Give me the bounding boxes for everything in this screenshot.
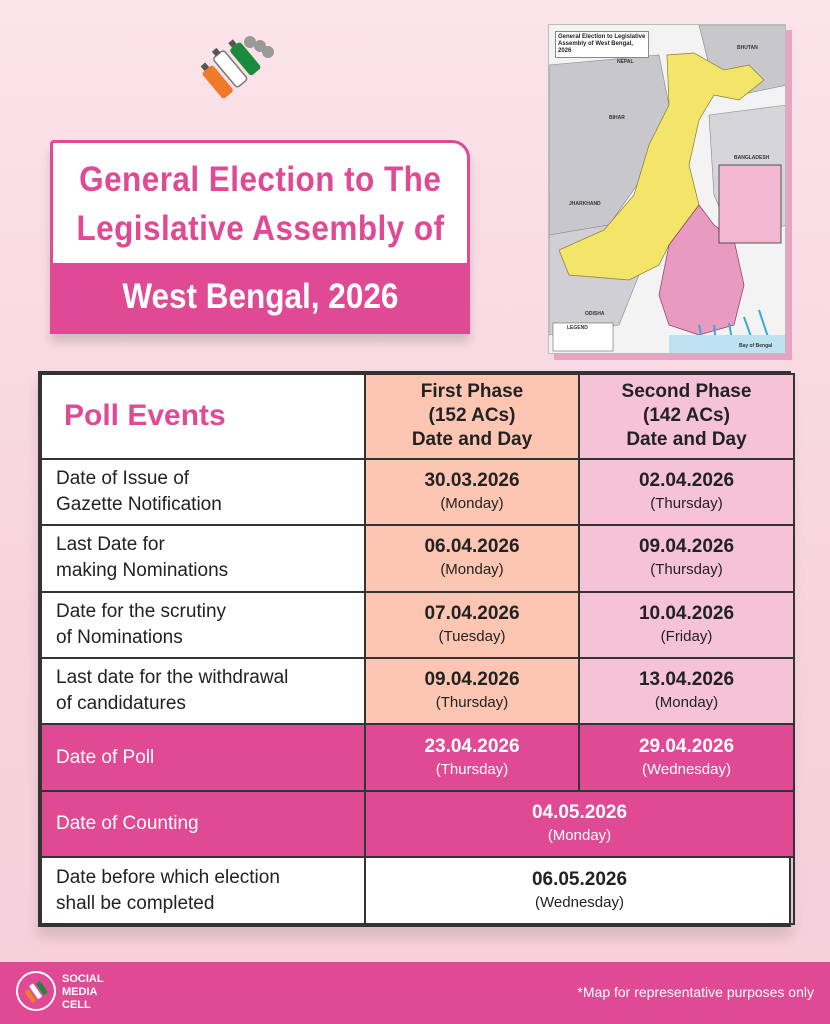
social-media-cell-label <box>62 973 104 1012</box>
event-label <box>41 525 365 591</box>
brand-line: CELL <box>62 999 91 1011</box>
map-label-bihar: BIHAR <box>609 115 625 121</box>
event-line: Last date for the withdrawal <box>56 667 289 689</box>
title-line-1: General Election to The <box>78 160 442 199</box>
event-label <box>41 791 365 857</box>
day-value: (Monday) <box>547 827 612 845</box>
table-row <box>41 525 794 591</box>
election-schedule-table <box>38 371 791 927</box>
map-label-legend: LEGEND <box>567 325 588 331</box>
phase1-acs: (152 ACs) <box>428 405 516 427</box>
poll-events-header: Poll Events <box>41 374 365 459</box>
day-value: (Wednesday) <box>642 760 731 778</box>
map-title: General Election to Legislative Assembly of West Bengal, 2026 <box>555 31 649 58</box>
date-value: 30.03.2026 <box>424 469 520 491</box>
event-line: Date of Poll <box>56 746 155 768</box>
west-bengal-map <box>548 24 786 354</box>
date-value: 07.04.2026 <box>424 602 520 624</box>
date-value: 02.04.2026 <box>638 469 735 491</box>
phase1-header <box>365 374 579 459</box>
completion-cell <box>365 857 794 924</box>
table-row-completion <box>41 857 794 924</box>
phase2-title: Second Phase <box>621 381 752 403</box>
date-value: 09.04.2026 <box>638 536 735 558</box>
day-value: (Wednesday) <box>535 893 624 911</box>
title-card <box>50 140 470 334</box>
date-value: 06.04.2026 <box>424 536 520 558</box>
footer-bar <box>0 962 830 1024</box>
table-row-poll <box>41 724 794 790</box>
phase1-cell <box>365 724 579 790</box>
social-media-cell-icon <box>16 971 56 1011</box>
phase2-cell <box>579 459 794 525</box>
date-value: 13.04.2026 <box>638 669 735 691</box>
event-line: Gazette Notification <box>56 493 222 515</box>
brand-line: MEDIA <box>62 986 98 998</box>
event-label <box>41 658 365 724</box>
table-row-counting <box>41 791 794 857</box>
phase2-cell <box>579 525 794 591</box>
event-line: of Nominations <box>56 626 183 648</box>
phase2-cell <box>579 724 794 790</box>
event-label <box>41 459 365 525</box>
day-value: (Tuesday) <box>438 627 506 645</box>
day-value: (Monday) <box>654 694 719 712</box>
day-value: (Monday) <box>440 494 504 512</box>
event-label <box>41 592 365 658</box>
map-label-jharkhand: JHARKHAND <box>569 201 601 207</box>
table-row <box>41 658 794 724</box>
map-label-bay: Bay of Bengal <box>739 343 773 349</box>
table-row <box>41 592 794 658</box>
table-header-row <box>41 374 794 459</box>
map-label-nepal: NEPAL <box>617 59 634 65</box>
map-graphic <box>549 25 786 354</box>
day-value: (Thursday) <box>435 694 509 712</box>
title-line-2: Legislative Assembly of <box>75 209 445 248</box>
phase1-cell <box>365 658 579 724</box>
phase1-subtitle: Date and Day <box>411 429 533 451</box>
event-line: of candidatures <box>56 693 186 715</box>
election-commission-logo-icon <box>188 22 284 114</box>
event-line: Date of Counting <box>56 813 199 835</box>
date-value: 23.04.2026 <box>424 735 520 757</box>
map-label-bangladesh: BANGLADESH <box>734 155 770 161</box>
brand-line: SOCIAL <box>62 973 104 985</box>
date-value: 29.04.2026 <box>638 735 735 757</box>
event-line: Last Date for <box>56 534 165 556</box>
event-line: Date of Issue of <box>56 467 190 489</box>
date-value: 09.04.2026 <box>424 669 520 691</box>
event-label <box>41 724 365 790</box>
phase2-cell <box>579 658 794 724</box>
counting-cell <box>365 791 794 857</box>
phase1-cell <box>365 459 579 525</box>
phase2-header <box>579 374 794 459</box>
title-banner <box>53 263 467 331</box>
event-line: Date before which election <box>56 866 280 888</box>
phase2-acs: (142 ACs) <box>643 405 730 427</box>
day-value: (Thursday) <box>650 494 723 512</box>
day-value: (Friday) <box>660 627 713 645</box>
map-label-bhutan: BHUTAN <box>737 45 758 51</box>
phase2-subtitle: Date and Day <box>626 429 747 451</box>
date-value: 10.04.2026 <box>638 602 735 624</box>
day-value: (Thursday) <box>650 561 723 579</box>
phase1-cell <box>365 592 579 658</box>
event-line: Date for the scrutiny <box>56 600 227 622</box>
title-line-3: West Bengal, 2026 <box>121 277 399 316</box>
phase2-cell <box>579 592 794 658</box>
phase1-title: First Phase <box>420 381 524 403</box>
date-value: 06.05.2026 <box>531 868 628 890</box>
event-label <box>41 857 365 924</box>
map-label-odisha: ODISHA <box>585 311 605 317</box>
date-value: 04.05.2026 <box>531 802 628 824</box>
day-value: (Monday) <box>440 561 504 579</box>
phase1-cell <box>365 525 579 591</box>
table-row <box>41 459 794 525</box>
event-line: making Nominations <box>56 560 229 582</box>
event-line: shall be completed <box>56 892 215 914</box>
map-disclaimer: *Map for representative purposes only <box>577 984 814 1000</box>
day-value: (Thursday) <box>435 760 509 778</box>
